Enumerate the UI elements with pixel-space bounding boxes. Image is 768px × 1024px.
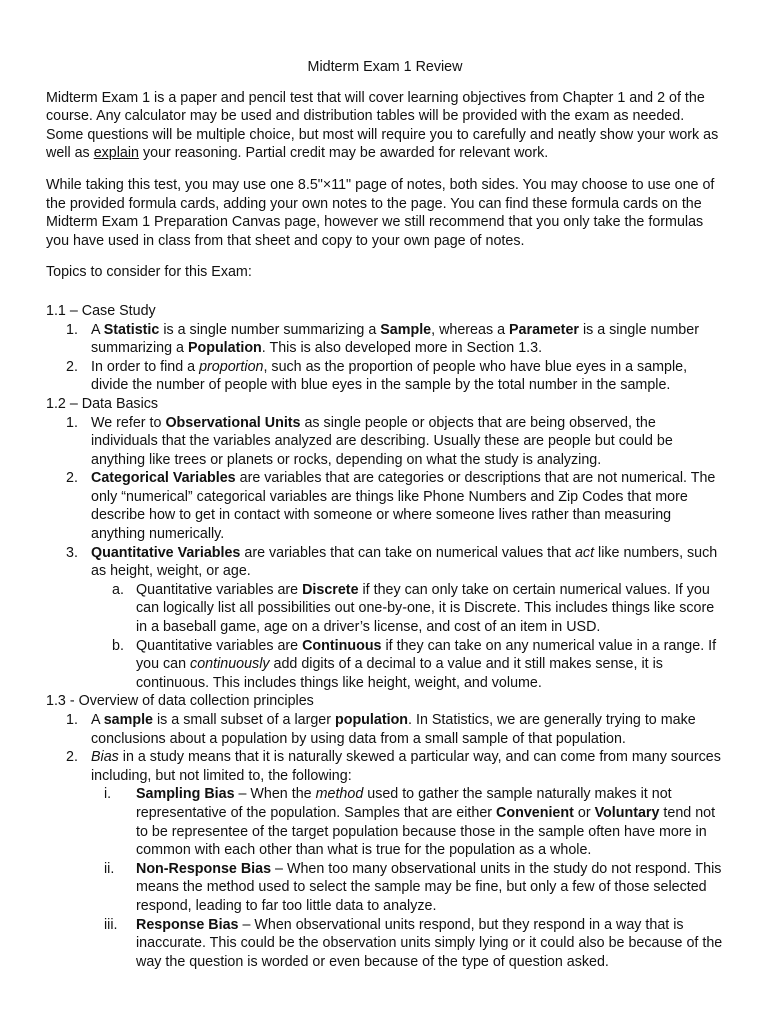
text: We refer to [91,414,166,431]
term-sampling-bias: Sampling Bias [136,786,235,803]
text: as single people or objects that are being observed, the individuals that the variables analyzed are describing. Usually these are people but could be anything like trees or planets or rocks, depending on what the study is analyzing. [91,414,673,468]
text: . In Statistics, we are generally trying to make conclusions about a population by using data from a small sample of that population. [91,712,696,747]
intro-text-b: your reasoning. Partial credit may be awarded for relevant work. [139,145,549,162]
list-letter: a. [112,581,124,598]
term-discrete: Discrete [302,581,359,598]
list-item [46,469,724,543]
text: if they can only take on certain numerical values. If you can logically list all possibilities out one-by-one, it is Discrete. This includes things like score in a baseball game, age on a driver’s license, and cost of an item in USD. [136,581,715,636]
list-number: 2. [66,470,78,487]
term-categorical-variables: Categorical Variables [91,470,236,487]
list-number: 3. [66,544,78,561]
emphasis-bias: Bias [91,749,119,766]
term-voluntary: Voluntary [594,804,660,821]
page-title: Midterm Exam 1 Review [307,59,463,75]
text: Quantitative variables are [136,581,303,598]
text: if they can take on any numerical value in a range. If you can [136,637,717,673]
document-page [46,58,724,971]
list-item [46,358,724,395]
intro-paragraph-1 [46,89,724,163]
list-item [46,711,724,748]
text: A [91,712,104,728]
term-convenient: Convenient [496,804,574,821]
sub-list-item [46,581,724,637]
sub-list-item [46,860,724,916]
list-item [46,414,724,470]
text: . This is also developed more in Section 1.3. [261,340,543,357]
section-1-1-heading: 1.1 – Case Study [46,302,156,319]
explain-underlined: explain [93,145,139,162]
term-population: population [334,712,409,728]
text: tend not to be representee of the target population because those in the sample often have more in common with each other than what is true for the population as a whole. [136,804,716,859]
list-number: 2. [66,358,78,375]
emphasis-act: act [574,544,595,561]
text: are variables that can take on numerical values that [240,544,575,561]
text: are variables that are categories or descriptions that are not numerical. The only “numerical” categorical variables are things like Phone Numbers and Zip Codes that more describe how to get in contact with someone or where someone lives rather than measuring anything numerically. [91,470,716,543]
text: – When too many observational units in the study do not respond. This means the method used to select the sample may be fine, but only a few of those selected respond, leading to far too little data to analyze. [136,860,722,914]
sub-list-item [46,916,724,972]
section-1-3-heading: 1.3 - Overview of data collection principles [46,693,314,710]
list-roman: iii. [104,916,118,933]
list-number: 1. [66,712,78,728]
text: like numbers, such as height, weight, or age. [91,544,718,580]
term-response-bias: Response Bias [136,916,239,933]
text: – When the [234,786,316,803]
list-letter: b. [112,637,124,654]
intro-paragraph-2: While taking this test, you may use one 8.5"×11" page of notes, both sides. You may choose to use one of the provided formula cards, adding your own notes to the page. You can find these formula cards on the Midterm Exam 1 Preparation Canvas page, however we still recommend that you only take the formulas you have used in class from that sheet and copy to your own page of notes. [46,176,715,249]
text: In order to find a [91,358,200,375]
text: is a small subset of a larger [153,712,335,728]
text: Quantitative variables are [136,637,303,654]
text: – When observational units respond, but they respond in a way that is inaccurate. This could be the observation units simply lying or it could also be because of the way the question is worded or even because of the type of question asked. [136,916,723,970]
list-roman: i. [104,786,112,803]
term-observational-units: Observational Units [165,414,301,431]
term-non-response-bias: Non-Response Bias [136,860,272,877]
text: is a single number summarizing a [91,321,699,357]
topics-heading: Topics to consider for this Exam: [46,264,252,281]
emphasis-proportion: proportion [199,358,264,375]
text: in a study means that it is naturally skewed a particular way, and can come from many sources including, but not limited to, the following: [91,749,721,784]
list-item [46,544,724,581]
list-item [46,321,724,358]
term-quantitative-variables: Quantitative Variables [91,544,241,561]
term-continuous: Continuous [302,637,382,654]
text: is a single number summarizing a [159,321,381,338]
list-number: 2. [66,749,78,766]
list-number: 1. [66,321,78,338]
text: used to gather the sample naturally makes it not representative of the population. Samples that are either [136,786,672,821]
term-sample: Sample [380,321,432,338]
list-number: 1. [66,414,78,431]
term-statistic: Statistic [103,321,160,338]
intro-text-a: Midterm Exam 1 is a paper and pencil test that will cover learning objectives from Chapter 1 and 2 of the course. Any calculator may be used and distribution tables will be provided with the exam as needed. Some questions will be multiple choice, but most will require you to carefully and neatly show your work as well as [46,89,719,162]
emphasis-method: method [315,786,364,803]
list-item [46,748,724,785]
term-population: Population [187,340,262,357]
sub-list-item [46,637,724,693]
text: , whereas a [431,321,510,338]
text: A [91,321,104,338]
term-parameter: Parameter [509,321,579,338]
sub-list-item [46,785,724,859]
list-roman: ii. [104,860,115,877]
text: , such as the proportion of people who have blue eyes in a sample, divide the number of people with blue eyes in the sample by the total number in the sample. [91,358,688,394]
text: or [573,804,595,821]
emphasis-continuously: continuously [190,656,270,673]
text: add digits of a decimal to a value and it still makes sense, it is continuous. This includes things like height, weight, and volume. [136,656,663,691]
section-1-2-heading: 1.2 – Data Basics [46,395,159,412]
term-sample: sample [103,712,154,728]
